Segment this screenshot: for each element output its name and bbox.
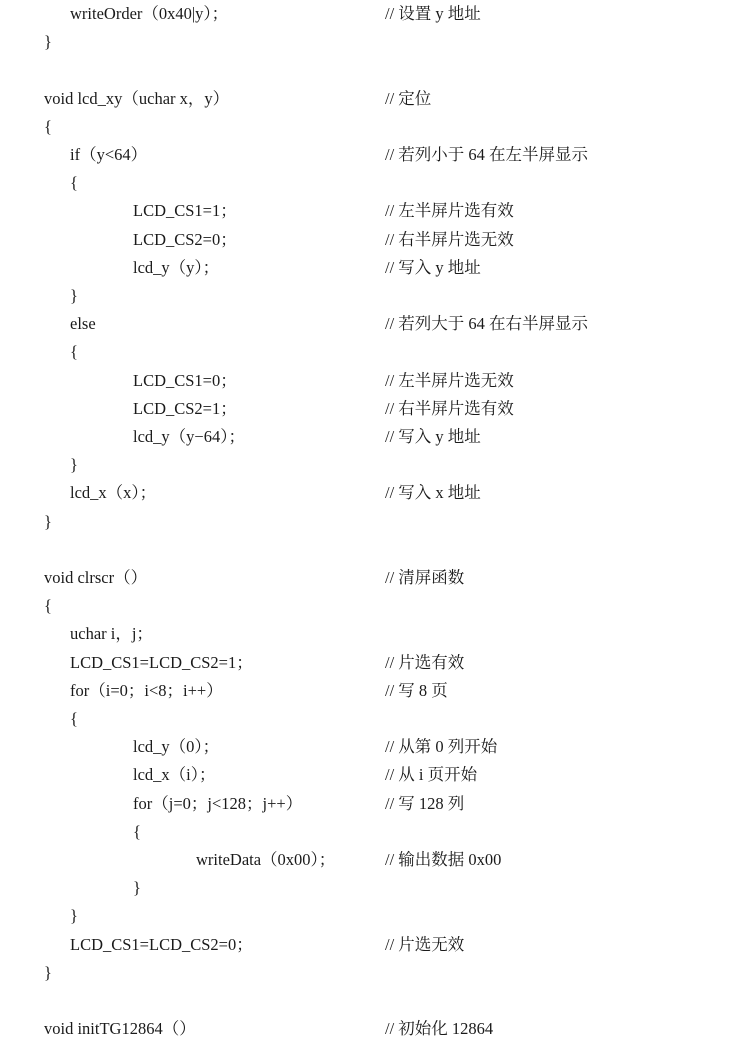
code-comment: // 右半屏片选有效 bbox=[385, 398, 514, 418]
code-line: LCD_CS1=0； bbox=[133, 370, 237, 390]
code-line: { bbox=[44, 596, 52, 616]
code-line: { bbox=[70, 173, 78, 193]
code-line: lcd_y（y−64）； bbox=[133, 427, 245, 446]
code-comment: // 从第 0 列开始 bbox=[385, 737, 498, 757]
code-line: LCD_CS1=1； bbox=[133, 201, 237, 221]
code-line: lcd_y（0）； bbox=[133, 737, 220, 757]
code-comment: // 写入 y 地址 bbox=[385, 257, 481, 277]
code-comment: // 清屏函数 bbox=[385, 568, 465, 587]
code-line: { bbox=[133, 821, 141, 841]
code-comment: // 从 i 页开始 bbox=[385, 765, 478, 785]
code-line: lcd_x（x）； bbox=[70, 483, 157, 503]
code-comment: // 片选有效 bbox=[385, 652, 465, 672]
code-comment: // 输出数据 0x00 bbox=[385, 850, 502, 869]
code-comment: // 左半屏片选无效 bbox=[385, 370, 514, 390]
code-line: void initTG12864（） bbox=[44, 1019, 196, 1039]
code-line: } bbox=[133, 878, 141, 898]
code-line: } bbox=[70, 906, 78, 926]
code-line: } bbox=[70, 286, 78, 305]
code-line: LCD_CS2=1； bbox=[133, 398, 237, 418]
code-line: if（y<64） bbox=[70, 145, 148, 164]
code-comment: // 若列大于 64 在右半屏显示 bbox=[385, 314, 589, 334]
code-line: lcd_x（i）； bbox=[133, 765, 216, 785]
code-comment: // 写入 x 地址 bbox=[385, 483, 481, 503]
code-line: for（i=0；i<8；i++） bbox=[70, 680, 223, 700]
code-comment: // 右半屏片选无效 bbox=[385, 229, 514, 249]
code-line: else bbox=[70, 314, 96, 334]
code-line: } bbox=[44, 511, 52, 531]
code-comment: // 设置 y 地址 bbox=[385, 4, 481, 23]
code-comment: // 写 128 列 bbox=[385, 793, 465, 813]
code-line: LCD_CS1=LCD_CS2=0； bbox=[70, 934, 253, 954]
code-line: void clrscr（） bbox=[44, 568, 148, 587]
code-comment: // 片选无效 bbox=[385, 934, 465, 954]
code-comment: // 写入 y 地址 bbox=[385, 427, 481, 446]
code-comment: // 左半屏片选有效 bbox=[385, 201, 514, 221]
code-line: uchar i，j； bbox=[70, 624, 153, 644]
code-comment: // 若列小于 64 在左半屏显示 bbox=[385, 145, 589, 164]
code-line: writeData（0x00）； bbox=[196, 850, 336, 869]
code-comment: // 写 8 页 bbox=[385, 680, 448, 700]
code-line: { bbox=[44, 116, 52, 136]
code-line: LCD_CS2=0； bbox=[133, 229, 237, 249]
code-line: } bbox=[44, 962, 52, 982]
code-line: } bbox=[70, 455, 78, 475]
code-comment: // 初始化 12864 bbox=[385, 1019, 494, 1039]
code-comment: // 定位 bbox=[385, 88, 432, 108]
code-line: { bbox=[70, 709, 78, 728]
code-line: void lcd_xy（uchar x，y） bbox=[44, 88, 230, 108]
code-line: { bbox=[70, 342, 78, 362]
code-line: writeOrder（0x40|y）； bbox=[70, 4, 229, 23]
code-line: lcd_y（y）； bbox=[133, 257, 220, 277]
code-line: for（j=0；j<128；j++） bbox=[133, 793, 303, 813]
code-line: } bbox=[44, 32, 52, 52]
code-line: LCD_CS1=LCD_CS2=1； bbox=[70, 652, 253, 672]
